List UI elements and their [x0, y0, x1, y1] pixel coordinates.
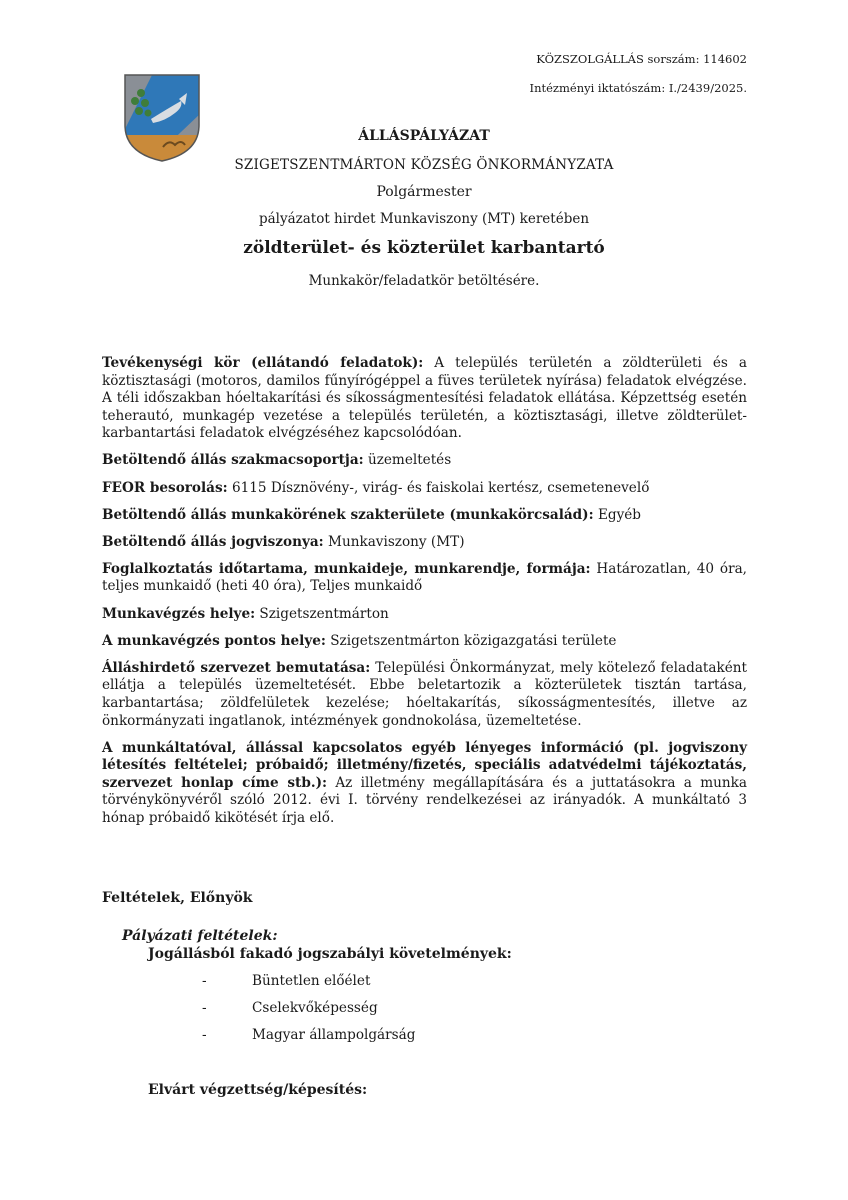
document-title: ÁLLÁSPÁLYÁZAT [358, 128, 490, 144]
bullet: - [202, 1000, 207, 1016]
section-workplace [102, 606, 747, 624]
section-text: A település területén a zöldterületi és a köztisztasági (motoros, damilos fűnyírógéppel a füves területek nyírása) feladatok elvégzése. A téli időszakban hóeltakarítási és síkosságmentesítési feladatok ellátása. Képzettség esetén teherautó, munkagép vezetése a település területén, a köztisztasági, illetve zöldterület- karbantartási feladatok elvégzéséhez kapcsolódóan. [102, 355, 747, 442]
section-text: Az illetmény megállapítására és a juttatásokra a munka törvénykönyvéről szóló 2012. évi I. törvény rendelkezései az irányadók. A munkáltató 3 hónap próbaidő kikötését írja elő. [102, 774, 747, 826]
coat-of-arms-icon [123, 73, 201, 163]
bullet: - [202, 1027, 207, 1043]
issuer: Polgármester [376, 184, 472, 200]
section-legal-relation [102, 534, 747, 552]
list-item [202, 1027, 415, 1043]
list-item [202, 973, 370, 989]
announcement: pályázatot hirdet Munkaviszony (MT) keretében [258, 211, 590, 227]
legal-requirements-heading: Jogállásból fakadó jogszabályi követelmények: [148, 946, 512, 962]
section-label: Betöltendő állás jogviszonya: [102, 533, 324, 550]
section-other-info [102, 740, 747, 828]
section-text: Határozatlan, 40 óra, teljes munkaidő (heti 40 óra), Teljes munkaidő [102, 560, 747, 595]
ref-number: KÖZSZOLGÁLLÁS sorszám: 114602 [536, 52, 747, 66]
section-text: üzemeltetés [363, 452, 452, 469]
section-label: Tevékenységi kör (ellátandó feladatok): [102, 355, 424, 371]
list-item [202, 1000, 378, 1016]
details-body [102, 355, 747, 837]
list-item-text: Cselekvőképesség [252, 1000, 378, 1016]
list-item-text: Büntetlen előélet [252, 973, 371, 989]
filing-number: Intézményi iktatószám: I./2439/2025. [529, 81, 747, 95]
organization-name: SZIGETSZENTMÁRTON KÖZSÉG ÖNKORMÁNYZATA [234, 157, 614, 173]
section-label: Betöltendő állás munkakörének szakterülete (munkakörcsalád): [102, 506, 594, 523]
purpose: Munkakör/feladatkör betöltésére. [308, 273, 540, 289]
section-label: Betöltendő állás szakmacsoportja: [102, 452, 364, 469]
section-text: Települési Önkormányzat, mely kötelező feladataként ellátja a település üzemeltetését. Ebbe beletartozik a közterületek tisztán tartása, karbantartása; zöldfelületek kezelése; hóeltakarítás, síkosságmentesítés, illetve az önkormányzati ingatlanok, intézmények gondnokolása, üzemeltetése. [102, 659, 747, 729]
position-title: zöldterület- és közterület karbantartó [243, 238, 605, 258]
section-text: Szigetszentmárton közigazgatási területe [325, 632, 617, 649]
list-item-text: Magyar állampolgárság [252, 1027, 416, 1043]
section-text: 6115 Dísznövény-, virág- és faiskolai kertész, csemetenevelő [227, 479, 650, 496]
section-text: Szigetszentmárton [255, 605, 389, 622]
section-exact-workplace [102, 633, 747, 651]
section-tasks [102, 355, 747, 443]
section-organization-intro [102, 660, 747, 730]
education-heading: Elvárt végzettség/képesítés: [148, 1082, 368, 1098]
section-label: Munkavégzés helye: [102, 605, 256, 622]
section-working-time [102, 561, 747, 596]
section-text: Munkaviszony (MT) [323, 533, 465, 550]
section-label: A munkavégzés pontos helye: [102, 632, 326, 649]
conditions-subheading: Pályázati feltételek: [122, 928, 278, 944]
section-text: Egyéb [593, 506, 641, 523]
bullet: - [202, 973, 207, 989]
section-label: Álláshirdető szervezet bemutatása: [102, 659, 371, 676]
section-professional-group [102, 452, 747, 470]
section-feor [102, 480, 747, 498]
section-job-family [102, 507, 747, 525]
conditions-heading: Feltételek, Előnyök [102, 890, 253, 906]
section-label: A munkáltatóval, állással kapcsolatos egyéb lényeges információ (pl. jogviszony létesítés feltételei; próbaidő; illetmény/fizetés, speciális adatvédelmi tájékoztatás, szervezet honlap címe stb.): [102, 739, 747, 791]
section-label: Foglalkoztatás időtartama, munkaideje, munkarendje, formája: [102, 560, 591, 577]
section-label: FEOR besorolás: [102, 479, 228, 496]
